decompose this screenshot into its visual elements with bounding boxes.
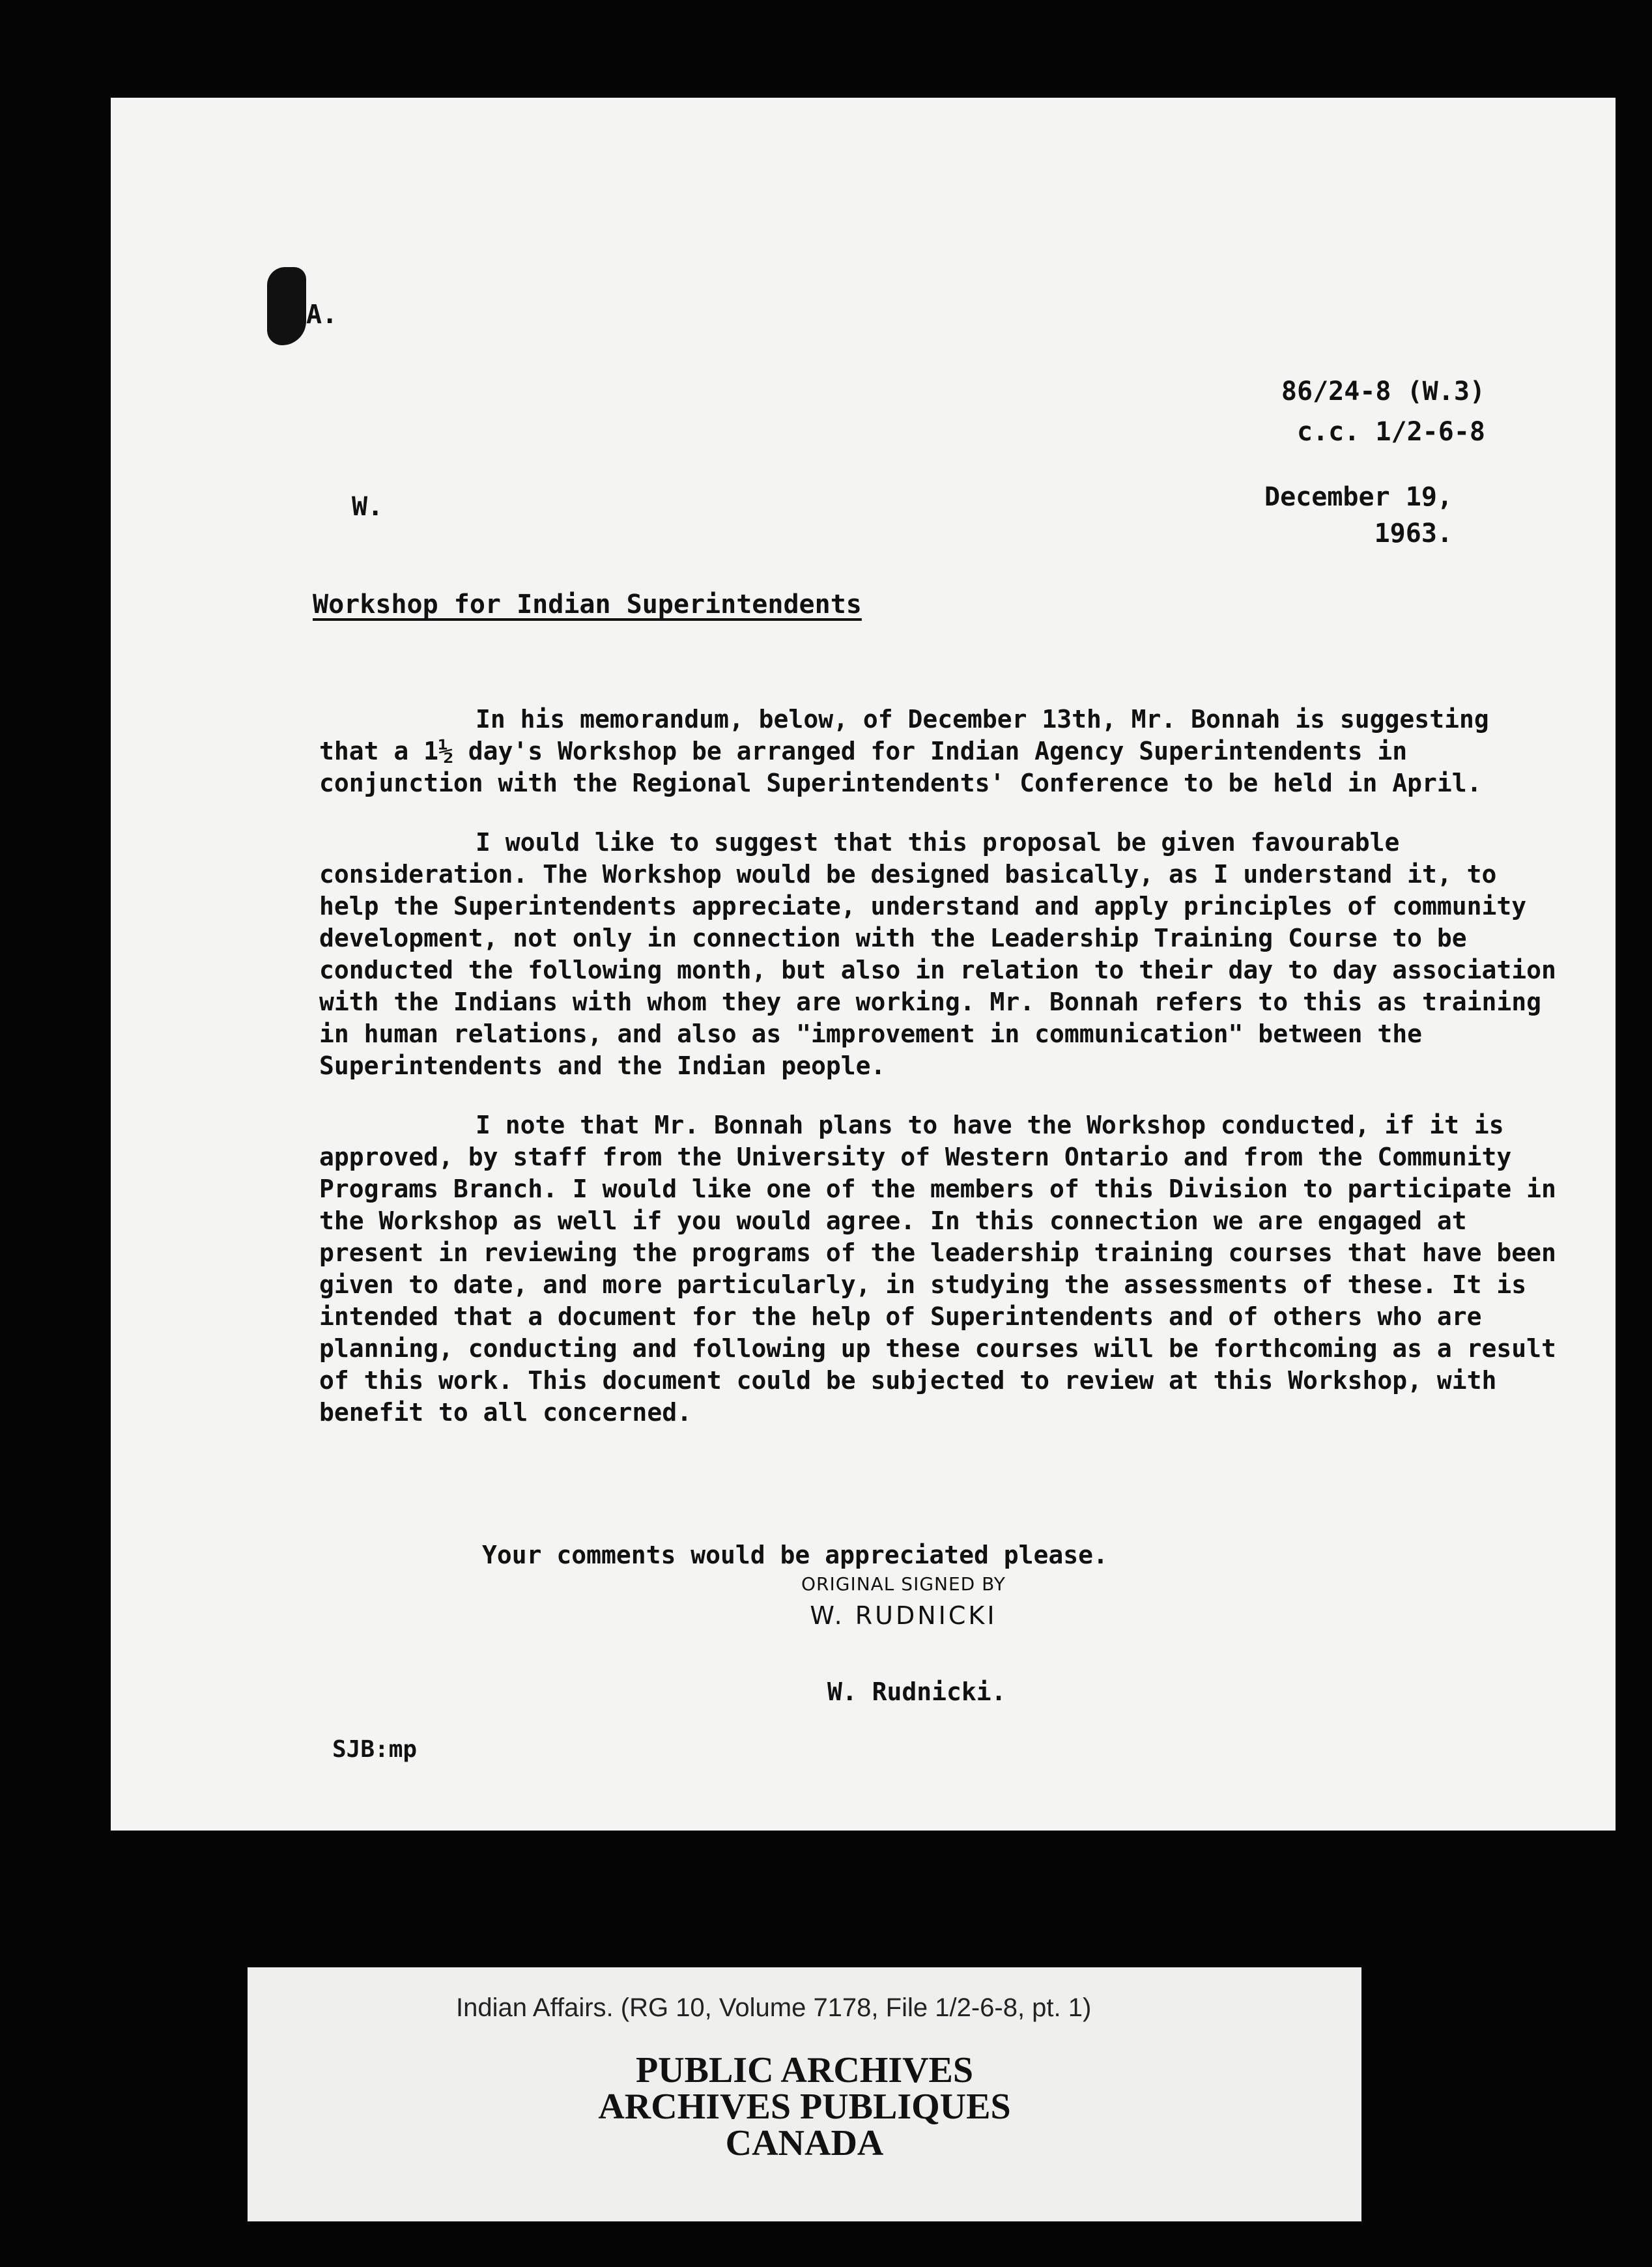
memo-date <box>1264 479 1453 552</box>
paragraph-2: I would like to suggest that this proposal be given favourable consideration. The Workshop would be designed basically, as I understand it, to help the Superintendents appreciate, understand and apply principles of community development, not only in connection with the Leadership Training Course to be conducted the following month, but also in relation to their day to day association with the Indians with whom they are working. Mr. Bonnah refers to this as training in human relations, and also as "improvement in communication" between the Superintendents and the Indian people. <box>319 828 1556 1080</box>
stamp-line-original-signed: ORIGINAL SIGNED BY <box>801 1573 1006 1595</box>
addressee: W. <box>352 492 384 522</box>
typist-initials: SJB:mp <box>332 1736 418 1763</box>
typed-signature: W. Rudnicki. <box>827 1677 1006 1706</box>
closing-line: Your comments would be appreciated please. <box>482 1541 1108 1569</box>
archive-citation: Indian Affairs. (RG 10, Volume 7178, File 1/2-6-8, pt. 1) <box>456 1993 1092 2022</box>
year-line: 1963. <box>1374 519 1453 549</box>
carbon-copy-reference: c.c. 1/2-6-8 <box>1297 417 1485 447</box>
archive-line-french: ARCHIVES PUBLIQUES <box>598 2087 1011 2127</box>
archive-line-english: PUBLIC ARCHIVES <box>635 2050 974 2090</box>
paragraph-3: I note that Mr. Bonnah plans to have the Workshop conducted, if it is approved, by staff from the University of Western Ontario and from the Community Programs Branch. I would like one of the members of this Division to participate in the Workshop as well if you would agree. In this connection we are engaged at present in reviewing the programs of the leadership training courses that have been given to date, and more particularly, in studying the assessments of these. It is intended that a document for the help of Superintendents and of others who are planning, conducting and following up these courses will be forthcoming as a result of this work. This document could be subjected to review at this Workshop, with benefit to all concerned. <box>319 1111 1556 1427</box>
ink-smudge <box>267 267 306 345</box>
file-references <box>1281 371 1485 452</box>
signature-stamp <box>801 1573 1006 1630</box>
memo-page <box>111 98 1616 1831</box>
memo-subject: Workshop for Indian Superintendents <box>313 590 862 620</box>
stamp-line-name: W. RUDNICKI <box>810 1601 997 1630</box>
memo-body <box>319 704 1557 1456</box>
corner-mark: A. <box>306 300 338 330</box>
date-line: December 19, <box>1264 482 1453 512</box>
file-reference: 86/24-8 (W.3) <box>1281 377 1485 406</box>
archive-stamp <box>248 2052 1361 2161</box>
archive-line-country: CANADA <box>725 2123 884 2163</box>
paragraph-1: In his memorandum, below, of December 13th, Mr. Bonnah is suggesting that a 1½ day's Workshop be arranged for Indian Agency Superintendents in conjunction with the Regional Superintendents' Conference to be held in April. <box>319 705 1489 797</box>
